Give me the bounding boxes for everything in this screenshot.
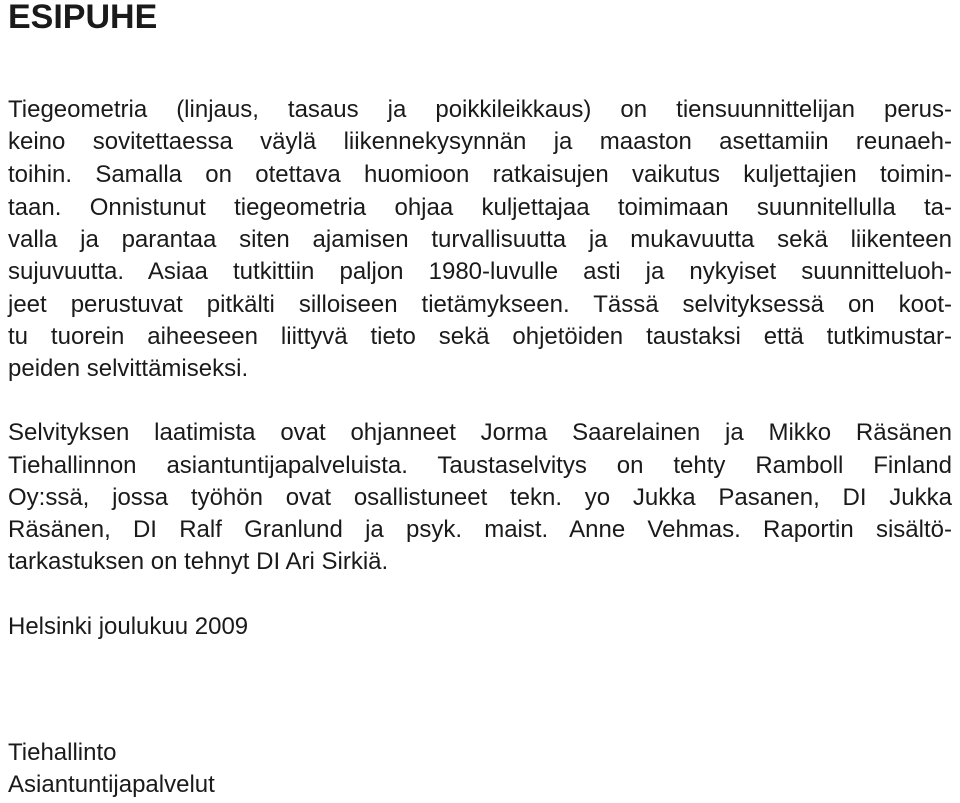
paragraph-line: Selvityksen laatimista ovat ohjanneet Jorma Saarelainen ja Mikko Räsänen	[8, 419, 952, 446]
paragraph-line: keino sovitettaessa väylä liikennekysynnän ja maaston asettamiin reunaeh-	[8, 128, 952, 155]
paragraph-line: Räsänen, DI Ralf Granlund ja psyk. maist. Anne Vehmas. Raportin sisältö-	[8, 516, 952, 543]
paragraph-line: peiden selvittämiseksi.	[8, 355, 249, 382]
paragraph-line: sujuvuutta. Asiaa tutkittiin paljon 1980-luvulle asti ja nykyiset suunnitteluoh-	[8, 258, 952, 285]
paragraph-line: tarkastuksen on tehnyt DI Ari Sirkiä.	[8, 548, 389, 575]
signature-unit: Asiantuntijapalvelut	[8, 771, 215, 798]
paragraph-line: toihin. Samalla on otettava huomioon ratkaisujen vaikutus kuljettajien toimin-	[8, 161, 952, 188]
paragraph-line: taan. Onnistunut tiegeometria ohjaa kuljettajaa toimimaan suunnitellulla ta-	[8, 194, 952, 221]
page-title: ESIPUHE	[8, 0, 158, 36]
place-date: Helsinki joulukuu 2009	[8, 613, 249, 640]
signature-organization: Tiehallinto	[8, 739, 117, 766]
paragraph-line: jeet perustuvat pitkälti silloiseen tietämykseen. Tässä selvityksessä on koot-	[8, 291, 952, 318]
paragraph-line: tu tuorein aiheeseen liittyvä tieto sekä ohjetöiden taustaksi että tutkimustar-	[8, 323, 952, 350]
paragraph-line: valla ja parantaa siten ajamisen turvallisuutta ja mukavuutta sekä liikenteen	[8, 226, 952, 253]
paragraph-line: Tiegeometria (linjaus, tasaus ja poikkileikkaus) on tiensuunnittelijan perus-	[8, 96, 952, 123]
paragraph-line: Tiehallinnon asiantuntijapalveluista. Taustaselvitys on tehty Ramboll Finland	[8, 452, 952, 479]
paragraph-line: Oy:ssä, jossa työhön ovat osallistuneet tekn. yo Jukka Pasanen, DI Jukka	[8, 484, 952, 511]
